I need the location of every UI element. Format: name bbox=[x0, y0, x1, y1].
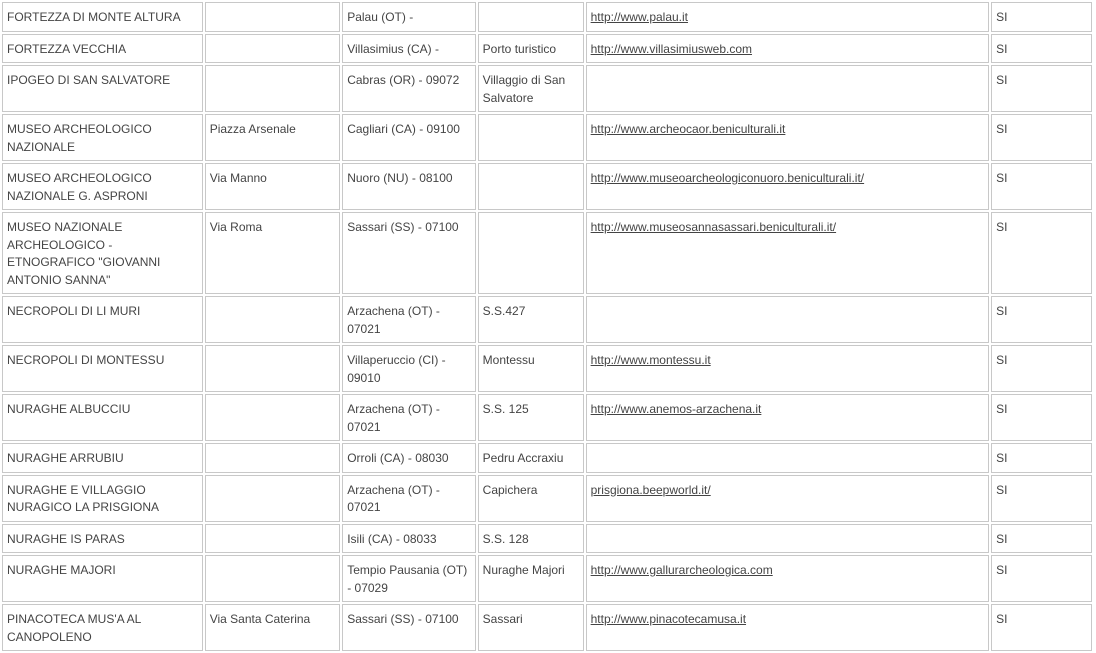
website-link[interactable]: http://www.museosannasassari.beniculturali.it/ bbox=[590, 220, 837, 234]
website-link[interactable]: http://www.gallurarcheologica.com bbox=[590, 563, 773, 577]
flag-cell: SI bbox=[991, 555, 1092, 602]
website-cell bbox=[586, 443, 989, 473]
locality-cell: Sassari bbox=[478, 604, 584, 651]
address-cell bbox=[205, 345, 341, 392]
site-name-cell: NECROPOLI DI LI MURI bbox=[2, 296, 203, 343]
locality-cell: S.S. 128 bbox=[478, 524, 584, 554]
site-name-cell: NURAGHE ARRUBIU bbox=[2, 443, 203, 473]
flag-cell: SI bbox=[991, 114, 1092, 161]
address-cell bbox=[205, 555, 341, 602]
address-cell bbox=[205, 443, 341, 473]
locality-cell: Pedru Accraxiu bbox=[478, 443, 584, 473]
sites-table-body bbox=[2, 2, 1092, 651]
website-link[interactable]: http://www.museoarcheologiconuoro.beniculturali.it/ bbox=[590, 171, 865, 185]
table-row bbox=[2, 163, 1092, 210]
address-cell bbox=[205, 2, 341, 32]
flag-cell: SI bbox=[991, 296, 1092, 343]
locality-cell bbox=[478, 163, 584, 210]
website-cell bbox=[586, 555, 989, 602]
website-cell bbox=[586, 475, 989, 522]
locality-cell: Porto turistico bbox=[478, 34, 584, 64]
address-cell: Via Santa Caterina bbox=[205, 604, 341, 651]
table-row bbox=[2, 475, 1092, 522]
locality-cell: S.S. 125 bbox=[478, 394, 584, 441]
flag-cell: SI bbox=[991, 604, 1092, 651]
website-cell bbox=[586, 296, 989, 343]
table-row bbox=[2, 2, 1092, 32]
city-cell: Cabras (OR) - 09072 bbox=[342, 65, 475, 112]
table-row bbox=[2, 345, 1092, 392]
locality-cell bbox=[478, 2, 584, 32]
city-cell: Sassari (SS) - 07100 bbox=[342, 212, 475, 294]
locality-cell: Nuraghe Majori bbox=[478, 555, 584, 602]
site-name-cell: NECROPOLI DI MONTESSU bbox=[2, 345, 203, 392]
address-cell: Piazza Arsenale bbox=[205, 114, 341, 161]
website-link[interactable]: http://www.archeocaor.beniculturali.it bbox=[590, 122, 786, 136]
address-cell bbox=[205, 394, 341, 441]
site-name-cell: NURAGHE MAJORI bbox=[2, 555, 203, 602]
table-row bbox=[2, 114, 1092, 161]
city-cell: Isili (CA) - 08033 bbox=[342, 524, 475, 554]
table-row bbox=[2, 34, 1092, 64]
table-row bbox=[2, 65, 1092, 112]
locality-cell bbox=[478, 114, 584, 161]
website-cell bbox=[586, 114, 989, 161]
flag-cell: SI bbox=[991, 163, 1092, 210]
locality-cell: Villaggio di San Salvatore bbox=[478, 65, 584, 112]
website-cell bbox=[586, 212, 989, 294]
table-row bbox=[2, 443, 1092, 473]
city-cell: Cagliari (CA) - 09100 bbox=[342, 114, 475, 161]
site-name-cell: MUSEO NAZIONALE ARCHEOLOGICO - ETNOGRAFICO "GIOVANNI ANTONIO SANNA" bbox=[2, 212, 203, 294]
flag-cell: SI bbox=[991, 475, 1092, 522]
city-cell: Sassari (SS) - 07100 bbox=[342, 604, 475, 651]
city-cell: Tempio Pausania (OT) - 07029 bbox=[342, 555, 475, 602]
address-cell bbox=[205, 524, 341, 554]
website-cell bbox=[586, 65, 989, 112]
site-name-cell: FORTEZZA VECCHIA bbox=[2, 34, 203, 64]
website-cell bbox=[586, 604, 989, 651]
address-cell bbox=[205, 34, 341, 64]
city-cell: Orroli (CA) - 08030 bbox=[342, 443, 475, 473]
site-name-cell: IPOGEO DI SAN SALVATORE bbox=[2, 65, 203, 112]
website-cell bbox=[586, 394, 989, 441]
flag-cell: SI bbox=[991, 65, 1092, 112]
address-cell: Via Roma bbox=[205, 212, 341, 294]
flag-cell: SI bbox=[991, 212, 1092, 294]
city-cell: Nuoro (NU) - 08100 bbox=[342, 163, 475, 210]
site-name-cell: MUSEO ARCHEOLOGICO NAZIONALE bbox=[2, 114, 203, 161]
address-cell bbox=[205, 475, 341, 522]
city-cell: Arzachena (OT) - 07021 bbox=[342, 394, 475, 441]
flag-cell: SI bbox=[991, 443, 1092, 473]
site-name-cell: NURAGHE IS PARAS bbox=[2, 524, 203, 554]
address-cell bbox=[205, 65, 341, 112]
site-name-cell: FORTEZZA DI MONTE ALTURA bbox=[2, 2, 203, 32]
city-cell: Palau (OT) - bbox=[342, 2, 475, 32]
locality-cell: S.S.427 bbox=[478, 296, 584, 343]
address-cell bbox=[205, 296, 341, 343]
table-row bbox=[2, 555, 1092, 602]
address-cell: Via Manno bbox=[205, 163, 341, 210]
flag-cell: SI bbox=[991, 34, 1092, 64]
site-name-cell: PINACOTECA MUS'A AL CANOPOLENO bbox=[2, 604, 203, 651]
table-row bbox=[2, 524, 1092, 554]
locality-cell: Montessu bbox=[478, 345, 584, 392]
table-row bbox=[2, 394, 1092, 441]
website-cell bbox=[586, 34, 989, 64]
flag-cell: SI bbox=[991, 524, 1092, 554]
website-cell bbox=[586, 524, 989, 554]
website-link[interactable]: http://www.palau.it bbox=[590, 10, 689, 24]
flag-cell: SI bbox=[991, 394, 1092, 441]
website-link[interactable]: http://www.pinacotecamusa.it bbox=[590, 612, 747, 626]
table-row bbox=[2, 212, 1092, 294]
site-name-cell: MUSEO ARCHEOLOGICO NAZIONALE G. ASPRONI bbox=[2, 163, 203, 210]
website-cell bbox=[586, 163, 989, 210]
website-link[interactable]: http://www.montessu.it bbox=[590, 353, 711, 367]
site-name-cell: NURAGHE ALBUCCIU bbox=[2, 394, 203, 441]
website-cell bbox=[586, 345, 989, 392]
table-row bbox=[2, 604, 1092, 651]
website-link[interactable]: prisgiona.beepworld.it/ bbox=[590, 482, 711, 497]
website-link[interactable]: http://www.anemos-arzachena.it bbox=[590, 402, 762, 416]
website-link[interactable]: http://www.villasimiusweb.com bbox=[590, 41, 753, 56]
flag-cell: SI bbox=[991, 345, 1092, 392]
site-name-cell: NURAGHE E VILLAGGIO NURAGICO LA PRISGIONA bbox=[2, 475, 203, 522]
city-cell: Arzachena (OT) - 07021 bbox=[342, 475, 475, 522]
city-cell: Villasimius (CA) - bbox=[342, 34, 475, 64]
locality-cell: Capichera bbox=[478, 475, 584, 522]
table-row bbox=[2, 296, 1092, 343]
city-cell: Villaperuccio (CI) - 09010 bbox=[342, 345, 475, 392]
city-cell: Arzachena (OT) - 07021 bbox=[342, 296, 475, 343]
locality-cell bbox=[478, 212, 584, 294]
flag-cell: SI bbox=[991, 2, 1092, 32]
website-cell bbox=[586, 2, 989, 32]
